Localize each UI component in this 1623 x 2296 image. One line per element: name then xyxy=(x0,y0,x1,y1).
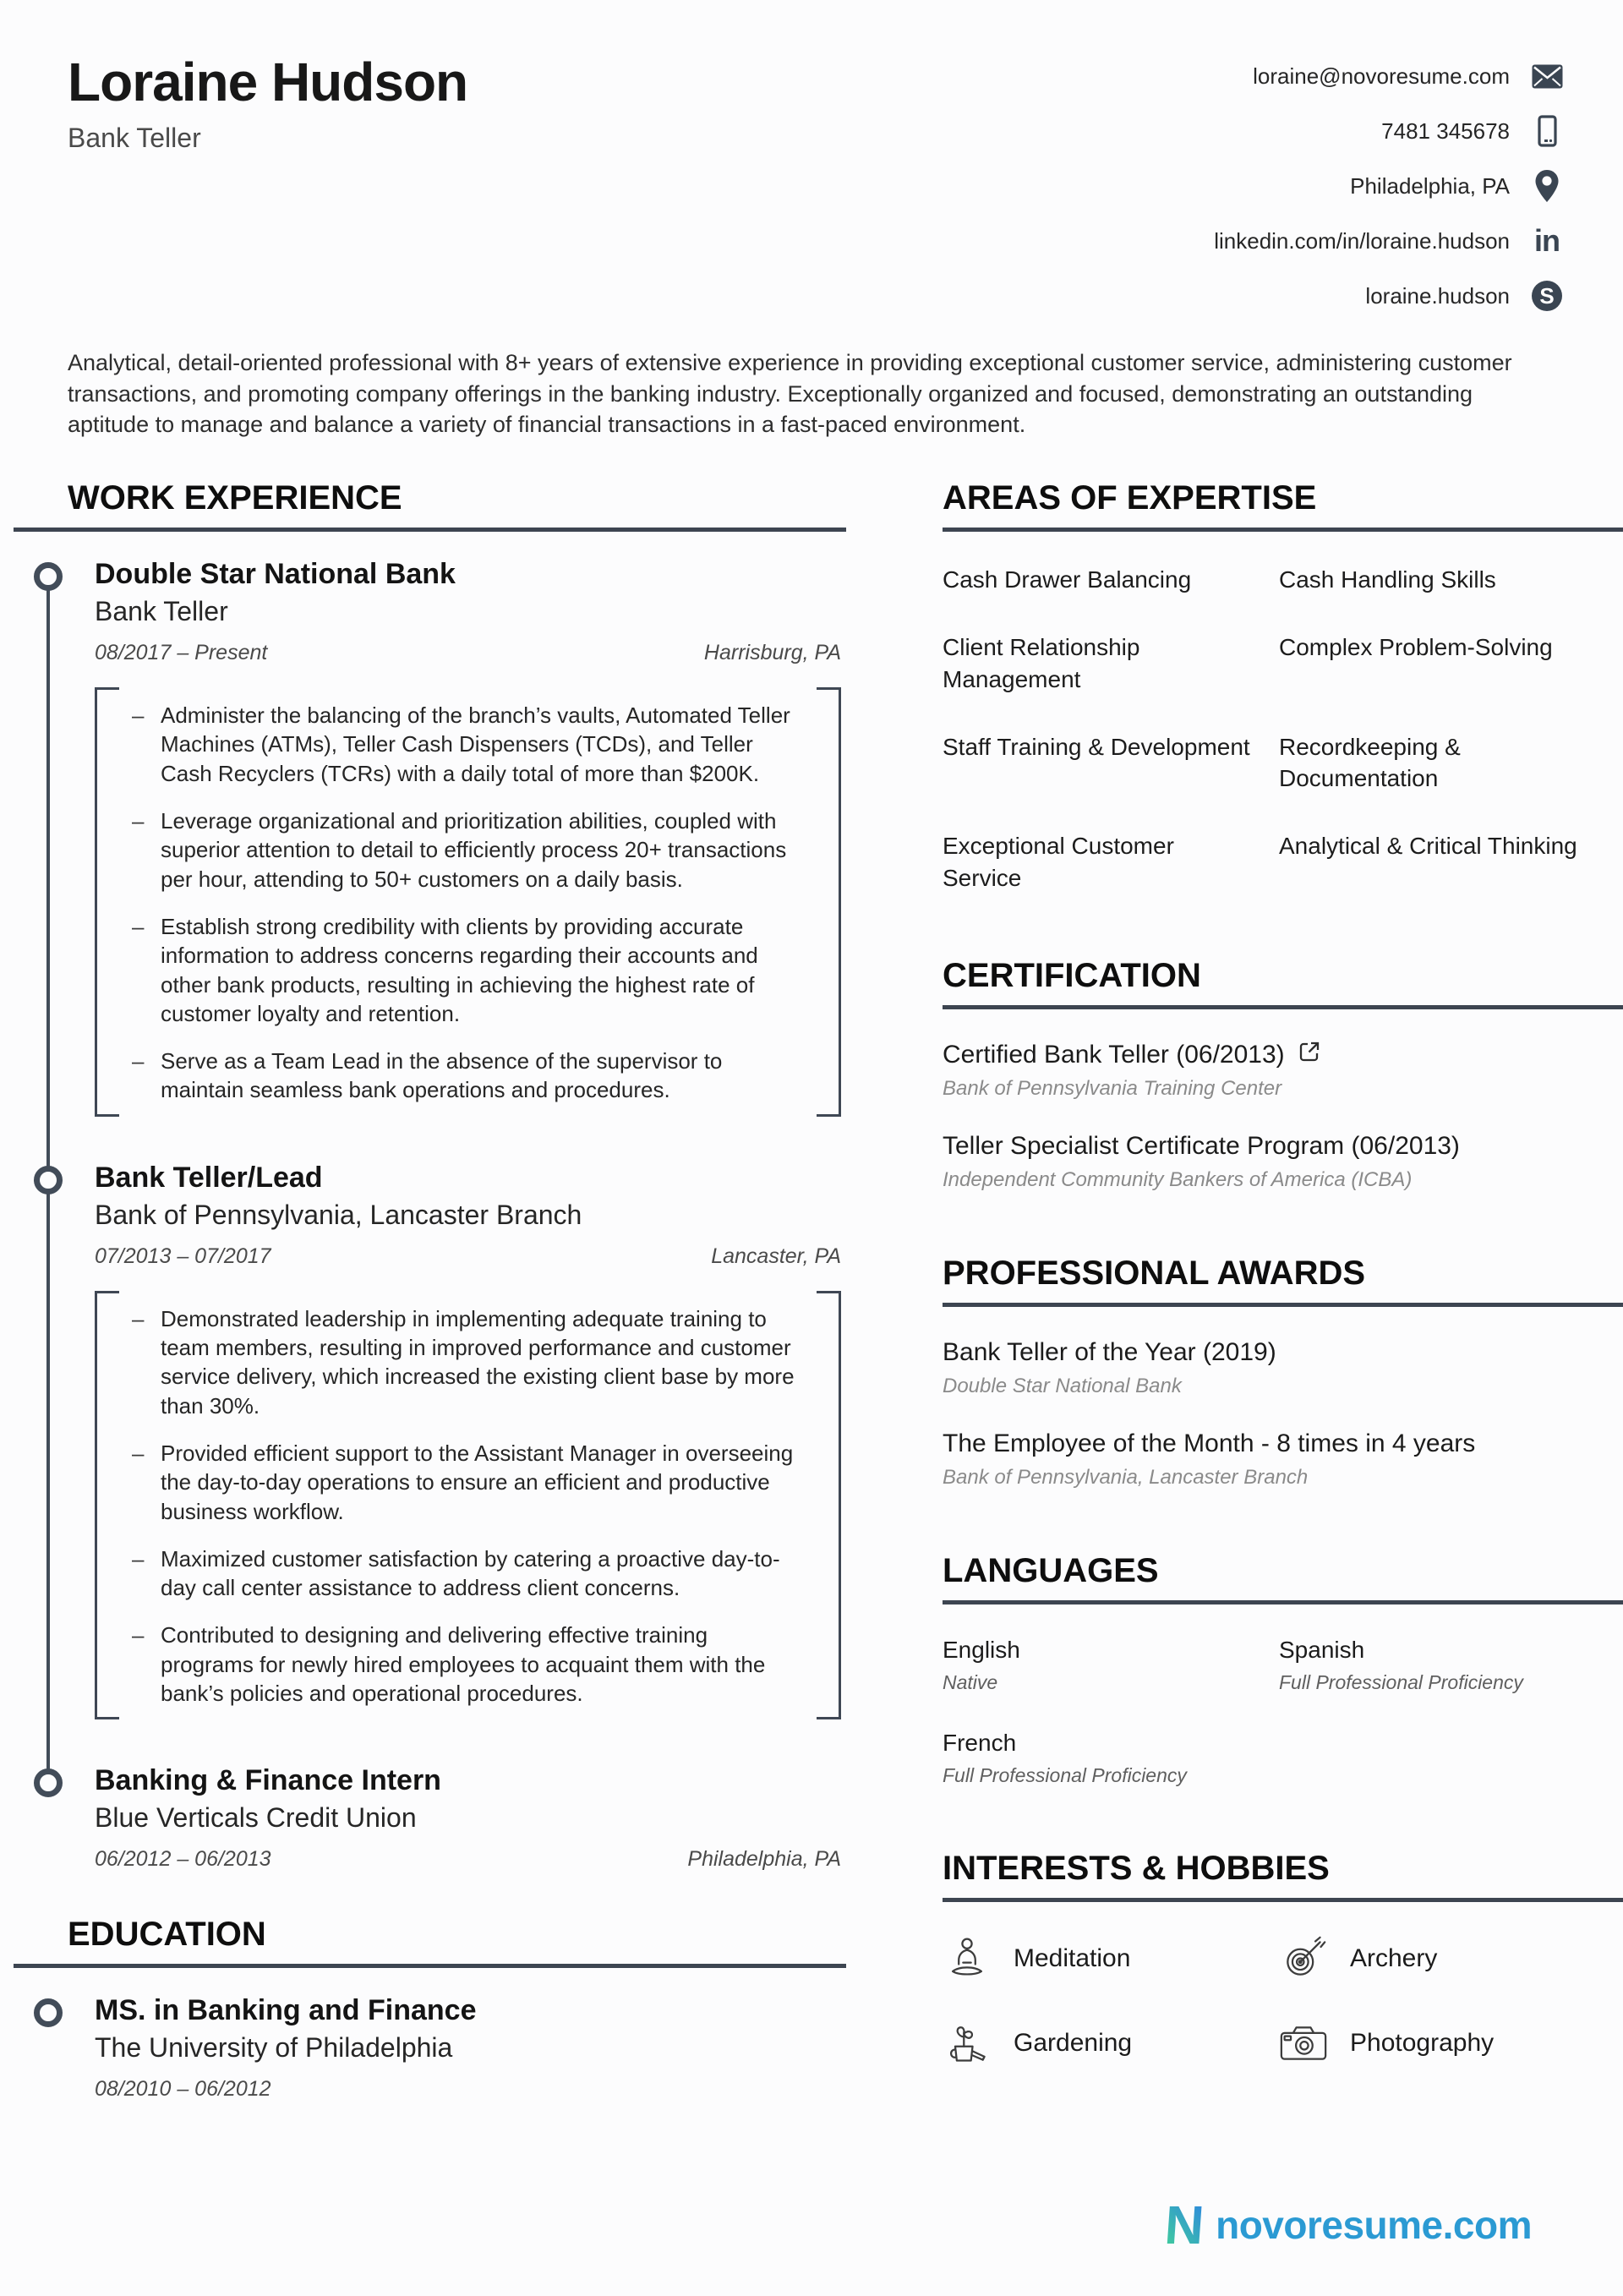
certification-title: Certified Bank Teller (06/2013) xyxy=(943,1040,1623,1070)
hobby-label: Photography xyxy=(1350,2028,1495,2057)
language-entry xyxy=(943,1637,1279,1694)
certification-title: Teller Specialist Certificate Program (06/2013) xyxy=(943,1131,1460,1160)
job-subtitle: Bank Teller xyxy=(95,596,228,627)
section-certification xyxy=(943,957,1623,1192)
certification-entry xyxy=(943,1040,1623,1101)
job-entry xyxy=(14,557,846,1117)
contact-skype-value[interactable]: loraine.hudson xyxy=(1365,282,1510,309)
section-awards xyxy=(943,1255,1623,1490)
job-bullet: – Administer the balancing of the branch’s vaults, Automated Teller Machines (ATMs), Teller Cash Dispensers (TCDs), and Teller Cash Recyclers (TCRs) with a daily total of more than $200K. xyxy=(130,701,806,788)
certification-heading: CERTIFICATION xyxy=(943,956,1201,994)
contact-row-linkedin xyxy=(1214,224,1564,258)
section-underline xyxy=(943,1898,1623,1902)
job-meta xyxy=(95,1244,841,1269)
language-name: French xyxy=(943,1729,1017,1756)
job-meta xyxy=(95,641,841,665)
external-link-icon[interactable] xyxy=(1298,1040,1320,1070)
section-underline xyxy=(943,528,1623,532)
skill-item: Cash Handling Skills xyxy=(1279,566,1496,593)
job-bullet: – Serve as a Team Lead in the absence of the supervisor to maintain seamless bank operations and procedures. xyxy=(130,1047,806,1105)
job-entry xyxy=(14,1763,846,1872)
job-bullet: – Demonstrated leadership in implementing adequate training to team members, resulting in improved performance and customer service delivery, which increased the existing client base by more than 30%. xyxy=(130,1304,806,1420)
school: The University of Philadelphia xyxy=(95,2032,453,2064)
award-title: The Employee of the Month - 8 times in 4 years xyxy=(943,1429,1476,1457)
gardening-icon xyxy=(943,2019,992,2068)
novoresume-brand-text[interactable]: novoresume.com xyxy=(1216,2203,1532,2247)
email-icon xyxy=(1530,59,1564,93)
job-bullet: – Establish strong credibility with clients by providing accurate information to address concerns regarding their accounts and other bank products, resulting in achieving the highest rate of customer loyalty and retention. xyxy=(130,912,806,1028)
job-location: Lancaster, PA xyxy=(711,1244,841,1268)
contact-list xyxy=(1214,54,1564,334)
phone-icon xyxy=(1530,114,1564,148)
job-bullet: – Provided efficient support to the Assistant Manager in overseeing the day-to-day operations to ensure an efficient and productive business workflow. xyxy=(130,1439,806,1526)
job-entry xyxy=(14,1161,846,1720)
hobby-label: Archery xyxy=(1350,1943,1438,1972)
work-experience-heading: WORK EXPERIENCE xyxy=(68,479,402,517)
skill-item: Staff Training & Development xyxy=(943,733,1250,760)
hobby-item xyxy=(1279,2019,1623,2068)
languages-grid xyxy=(943,1637,1623,1787)
award-issuer: Bank of Pennsylvania, Lancaster Branch xyxy=(943,1465,1309,1489)
skill-item: Exceptional Customer Service xyxy=(943,833,1174,891)
contact-row-email xyxy=(1253,59,1564,93)
job-location: Harrisburg, PA xyxy=(703,641,841,665)
job-dates: 08/2017 – Present xyxy=(95,641,268,665)
skill-item: Client Relationship Management xyxy=(943,633,1140,692)
skype-icon: S xyxy=(1530,279,1564,313)
hobby-item xyxy=(943,2019,1279,2068)
job-subtitle: Blue Verticals Credit Union xyxy=(95,1802,417,1834)
header xyxy=(68,54,1564,334)
interests-heading: INTERESTS & HOBBIES xyxy=(943,1849,1330,1887)
job-meta xyxy=(95,1847,841,1872)
content-columns xyxy=(14,479,1623,2130)
location-icon xyxy=(1530,169,1564,203)
certification-issuer: Bank of Pennsylvania Training Center xyxy=(943,1076,1282,1100)
skill-item: Complex Problem-Solving xyxy=(1279,633,1553,660)
archery-icon xyxy=(1279,1934,1328,1983)
section-underline xyxy=(943,1303,1623,1307)
hobby-label: Meditation xyxy=(1014,1943,1131,1972)
skill-item: Cash Drawer Balancing xyxy=(943,566,1192,593)
right-column xyxy=(943,479,1623,2130)
language-name: Spanish xyxy=(1279,1636,1365,1663)
education-meta xyxy=(95,2077,841,2102)
languages-heading: LANGUAGES xyxy=(943,1551,1159,1589)
section-education xyxy=(14,1916,846,2102)
job-dates: 06/2012 – 06/2013 xyxy=(95,1847,271,1872)
certification-entry xyxy=(943,1131,1623,1192)
job-bullet: – Maximized customer satisfaction by catering a proactive day-to-day call center assistance to address client concerns. xyxy=(130,1544,806,1603)
contact-row-location xyxy=(1350,169,1564,203)
education-dates: 08/2010 – 06/2012 xyxy=(95,2077,271,2102)
job-bullet: – Leverage organizational and prioritization abilities, coupled with superior attention to detail to efficiently process 20+ transactions per hour, attending to 50+ customers on a daily basis. xyxy=(130,806,806,894)
section-work-experience xyxy=(14,479,846,1872)
language-entry xyxy=(943,1730,1279,1787)
contact-email-value[interactable]: loraine@novoresume.com xyxy=(1253,63,1510,89)
section-interests xyxy=(943,1850,1623,2068)
language-entry xyxy=(1279,1637,1623,1694)
section-underline xyxy=(943,1005,1623,1009)
section-languages xyxy=(943,1552,1623,1787)
certification-issuer: Independent Community Bankers of America (ICBA) xyxy=(943,1167,1413,1191)
photography-icon xyxy=(1279,2019,1328,2068)
person-title: Bank Teller xyxy=(68,123,201,154)
job-title: Banking & Finance Intern xyxy=(95,1764,441,1797)
job-bullets-frame xyxy=(95,687,841,1117)
language-level: Full Professional Proficiency xyxy=(1279,1670,1523,1693)
education-entry xyxy=(14,1993,846,2102)
skill-item: Analytical & Critical Thinking xyxy=(1279,833,1577,860)
language-level: Full Professional Proficiency xyxy=(943,1763,1187,1786)
awards-heading: PROFESSIONAL AWARDS xyxy=(943,1254,1366,1292)
award-entry xyxy=(943,1337,1623,1398)
job-list xyxy=(14,557,846,1872)
linkedin-icon: in xyxy=(1534,223,1560,258)
degree: MS. in Banking and Finance xyxy=(95,1994,477,2027)
interests-grid xyxy=(943,1934,1623,2068)
contact-row-phone xyxy=(1381,114,1564,148)
award-issuer: Double Star National Bank xyxy=(943,1374,1182,1397)
header-identity xyxy=(68,54,467,334)
meditation-icon xyxy=(943,1934,992,1983)
language-name: English xyxy=(943,1636,1020,1663)
section-underline xyxy=(14,1964,846,1968)
award-title: Bank Teller of the Year (2019) xyxy=(943,1337,1276,1366)
education-heading: EDUCATION xyxy=(68,1916,266,1954)
award-entry xyxy=(943,1429,1623,1490)
contact-row-skype xyxy=(1365,279,1564,313)
job-location: Philadelphia, PA xyxy=(687,1847,841,1872)
contact-location-value: Philadelphia, PA xyxy=(1350,172,1510,199)
novoresume-logo-icon: N xyxy=(1162,2195,1206,2255)
job-dates: 07/2013 – 07/2017 xyxy=(95,1244,271,1268)
person-name: Loraine Hudson xyxy=(68,52,468,112)
job-bullet: – Contributed to designing and delivering effective training programs for newly hired employees to acquaint them with the bank’s policies and operational procedures. xyxy=(130,1621,806,1708)
job-title: Bank Teller/Lead xyxy=(95,1161,323,1194)
section-expertise xyxy=(943,479,1623,894)
language-level: Native xyxy=(943,1670,998,1693)
skill-item: Recordkeeping & Documentation xyxy=(1279,733,1461,792)
expertise-heading: AREAS OF EXPERTISE xyxy=(943,479,1317,517)
professional-summary: Analytical, detail-oriented professional with 8+ years of extensive experience in providing exceptional customer service, administering customer transactions, and promoting company offerings in the banking industry. Exceptionally organized and focused, demonstrating an outstanding aptitude to manage and balance a variety of financial transactions in a fast-paced environment. xyxy=(68,350,1512,438)
contact-linkedin-value[interactable]: linkedin.com/in/loraine.hudson xyxy=(1214,227,1510,254)
section-underline xyxy=(943,1600,1623,1604)
contact-phone-value: 7481 345678 xyxy=(1381,118,1510,144)
section-underline xyxy=(14,528,846,532)
job-bullet-list xyxy=(130,1304,806,1708)
hobby-item xyxy=(1279,1934,1623,1983)
job-subtitle: Bank of Pennsylvania, Lancaster Branch xyxy=(95,1199,582,1230)
left-column xyxy=(14,479,846,2102)
hobby-label: Gardening xyxy=(1014,2028,1133,2057)
hobby-item xyxy=(943,1934,1279,1983)
footer-brand xyxy=(1162,2195,1532,2255)
job-title: Double Star National Bank xyxy=(95,558,456,591)
job-bullet-list xyxy=(130,701,806,1105)
skills-grid xyxy=(943,564,1623,894)
job-bullets-frame xyxy=(95,1291,841,1720)
